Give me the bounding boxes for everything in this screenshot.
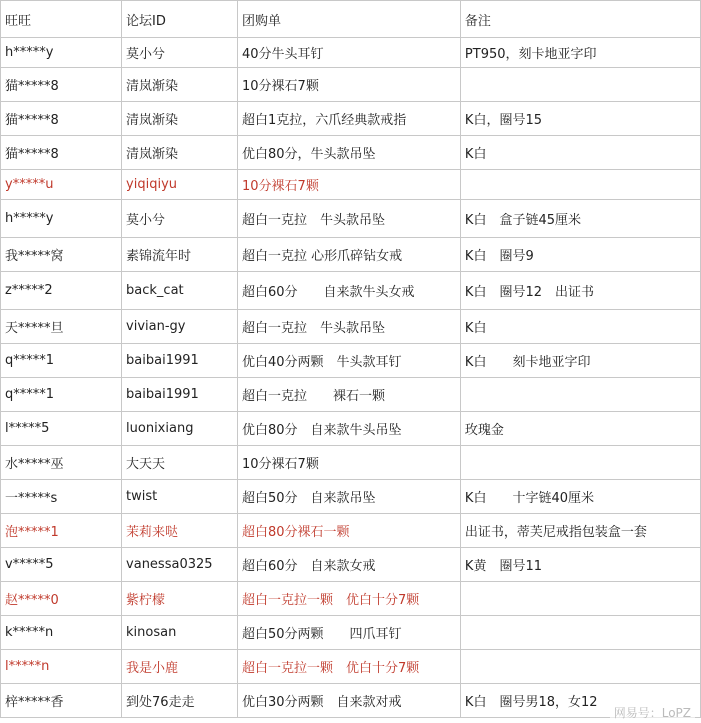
cell-note: K白 圈号12 出证书	[460, 272, 700, 310]
table-row	[1, 582, 701, 616]
table-row	[1, 684, 701, 718]
cell-wangwang: 水*****巫	[1, 446, 122, 480]
cell-wangwang: 一*****s	[1, 480, 122, 514]
cell-wangwang: 我*****窝	[1, 238, 122, 272]
cell-note: K白	[460, 136, 700, 170]
cell-forum-id: back_cat	[122, 272, 238, 310]
cell-forum-id: 到处76走走	[122, 684, 238, 718]
cell-forum-id: 素锦流年时	[122, 238, 238, 272]
cell-note: K白 圈号9	[460, 238, 700, 272]
cell-note	[460, 446, 700, 480]
table-row	[1, 480, 701, 514]
cell-wangwang: 梓*****香	[1, 684, 122, 718]
cell-wangwang: 猫*****8	[1, 102, 122, 136]
cell-wangwang: l*****n	[1, 650, 122, 684]
cell-note: 出证书，蒂芙尼戒指包装盒一套	[460, 514, 700, 548]
cell-note: PT950，刻卡地亚字印	[460, 38, 700, 68]
header-note: 备注	[460, 1, 700, 38]
cell-note	[460, 170, 700, 200]
cell-wangwang: 猫*****8	[1, 136, 122, 170]
cell-forum-id: baibai1991	[122, 378, 238, 412]
cell-wangwang: 泡*****1	[1, 514, 122, 548]
cell-note: K白，圈号15	[460, 102, 700, 136]
cell-wangwang: v*****5	[1, 548, 122, 582]
cell-forum-id: 莫小兮	[122, 200, 238, 238]
cell-forum-id: 紫柠檬	[122, 582, 238, 616]
table-row	[1, 238, 701, 272]
cell-order: 超白一克拉 牛头款吊坠	[238, 200, 461, 238]
watermark: 网易号：LoPZ	[610, 704, 695, 721]
table-body	[1, 38, 701, 718]
cell-forum-id: 清岚渐染	[122, 102, 238, 136]
cell-order: 超白一克拉 牛头款吊坠	[238, 310, 461, 344]
header-order: 团购单	[238, 1, 461, 38]
table-row	[1, 616, 701, 650]
table-row	[1, 310, 701, 344]
cell-wangwang: 天*****旦	[1, 310, 122, 344]
cell-forum-id: kinosan	[122, 616, 238, 650]
table-row	[1, 344, 701, 378]
cell-wangwang: z*****2	[1, 272, 122, 310]
cell-forum-id: 大天天	[122, 446, 238, 480]
cell-forum-id: vanessa0325	[122, 548, 238, 582]
table-row	[1, 378, 701, 412]
cell-note: K黄 圈号11	[460, 548, 700, 582]
cell-forum-id: luonixiang	[122, 412, 238, 446]
header-row	[1, 1, 701, 38]
table-row	[1, 102, 701, 136]
cell-wangwang: l*****5	[1, 412, 122, 446]
cell-note	[460, 616, 700, 650]
cell-note	[460, 650, 700, 684]
cell-order: 超白60分 自来款牛头女戒	[238, 272, 461, 310]
cell-order: 超白50分 自来款吊坠	[238, 480, 461, 514]
cell-order: 10分裸石7颗	[238, 68, 461, 102]
cell-order: 超白一克拉一颗 优白十分7颗	[238, 650, 461, 684]
cell-note: K白	[460, 310, 700, 344]
table-row	[1, 136, 701, 170]
cell-note: K白 十字链40厘米	[460, 480, 700, 514]
cell-note: K白 盒子链45厘米	[460, 200, 700, 238]
cell-order: 优白80分，牛头款吊坠	[238, 136, 461, 170]
cell-order: 优白80分 自来款牛头吊坠	[238, 412, 461, 446]
cell-wangwang: k*****n	[1, 616, 122, 650]
table-row	[1, 272, 701, 310]
cell-wangwang: 猫*****8	[1, 68, 122, 102]
table-row	[1, 548, 701, 582]
table-row	[1, 650, 701, 684]
cell-order: 超白一克拉一颗 优白十分7颗	[238, 582, 461, 616]
cell-forum-id: twist	[122, 480, 238, 514]
table-row	[1, 200, 701, 238]
cell-note	[460, 378, 700, 412]
header-forum-id: 论坛ID	[122, 1, 238, 38]
cell-note: K白 刻卡地亚字印	[460, 344, 700, 378]
cell-order: 超白60分 自来款女戒	[238, 548, 461, 582]
cell-order: 优白30分两颗 自来款对戒	[238, 684, 461, 718]
cell-order: 40分牛头耳钉	[238, 38, 461, 68]
cell-wangwang: q*****1	[1, 344, 122, 378]
cell-forum-id: 清岚渐染	[122, 136, 238, 170]
cell-note: K白 圈号男18，女12	[460, 684, 700, 718]
cell-forum-id: yiqiqiyu	[122, 170, 238, 200]
cell-wangwang: h*****y	[1, 200, 122, 238]
table-row	[1, 170, 701, 200]
cell-forum-id: baibai1991	[122, 344, 238, 378]
table-row	[1, 446, 701, 480]
cell-forum-id: 莫小兮	[122, 38, 238, 68]
cell-order: 10分裸石7颗	[238, 446, 461, 480]
cell-wangwang: 赵*****0	[1, 582, 122, 616]
cell-wangwang: h*****y	[1, 38, 122, 68]
cell-forum-id: 茉莉来哒	[122, 514, 238, 548]
cell-wangwang: y*****u	[1, 170, 122, 200]
cell-forum-id: 我是小鹿	[122, 650, 238, 684]
table-row	[1, 514, 701, 548]
cell-forum-id: vivian-gy	[122, 310, 238, 344]
cell-order: 10分裸石7颗	[238, 170, 461, 200]
cell-order: 超白80分裸石一颗	[238, 514, 461, 548]
cell-order: 优白40分两颗 牛头款耳钉	[238, 344, 461, 378]
cell-note	[460, 582, 700, 616]
table-row	[1, 38, 701, 68]
table-row	[1, 68, 701, 102]
cell-forum-id: 清岚渐染	[122, 68, 238, 102]
cell-wangwang: q*****1	[1, 378, 122, 412]
cell-order: 超白50分两颗 四爪耳钉	[238, 616, 461, 650]
cell-order: 超白1克拉，六爪经典款戒指	[238, 102, 461, 136]
header-wangwang: 旺旺	[1, 1, 122, 38]
table-row	[1, 412, 701, 446]
cell-note	[460, 68, 700, 102]
cell-order: 超白一克拉 心形爪碎钻女戒	[238, 238, 461, 272]
cell-note: 玫瑰金	[460, 412, 700, 446]
cell-order: 超白一克拉 裸石一颗	[238, 378, 461, 412]
